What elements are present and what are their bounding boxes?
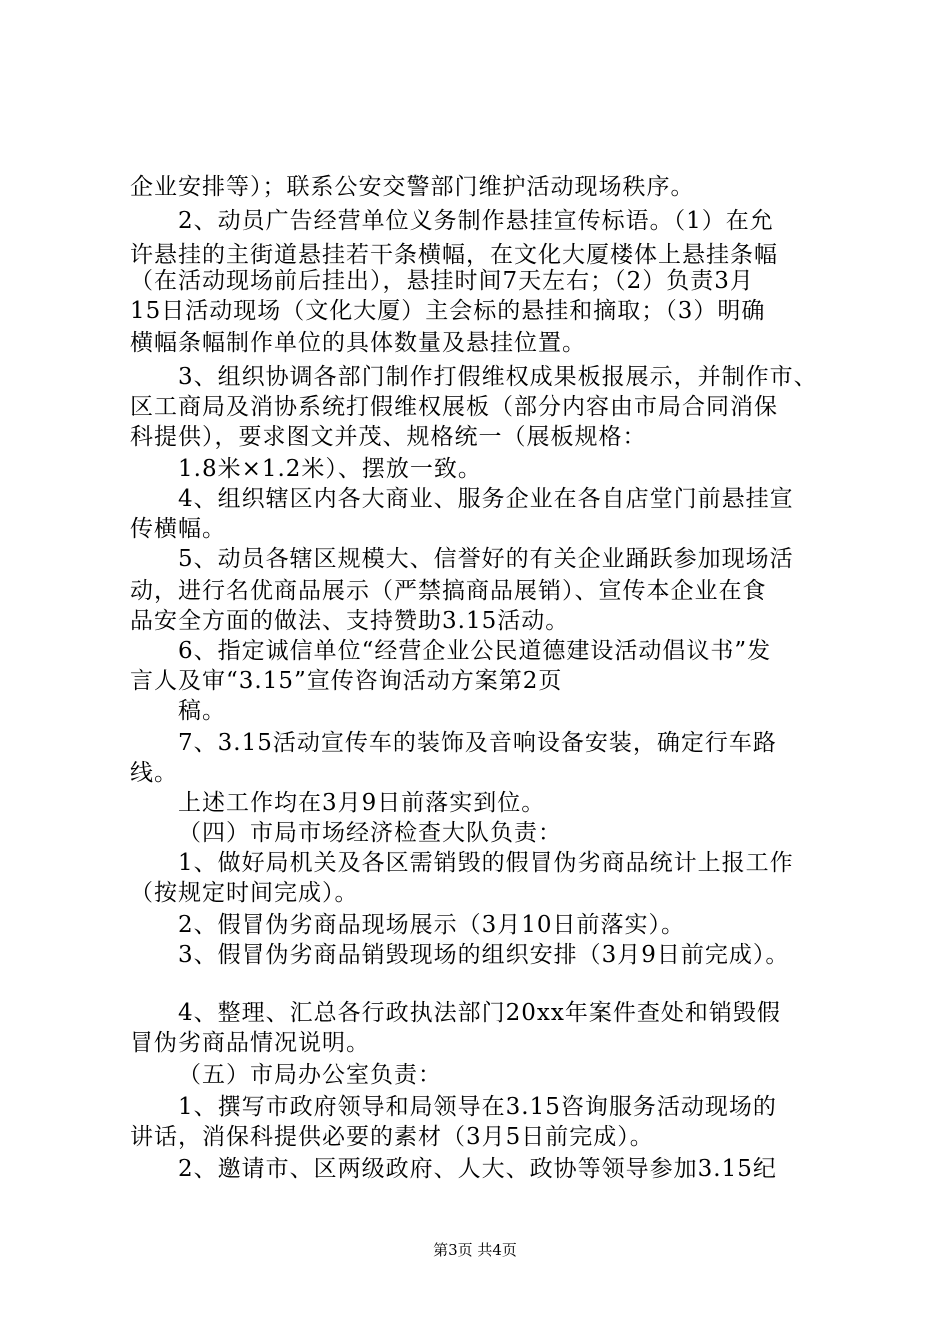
text-line: 上述工作均在3月9日前落实到位。	[178, 790, 546, 816]
text-line: （五）市局办公室负责：	[178, 1062, 442, 1088]
text-line: 横幅条幅制作单位的具体数量及悬挂位置。	[130, 330, 586, 356]
page-footer: 第3页 共4页	[433, 1241, 517, 1259]
text-line: 1、撰写市政府领导和局领导在3.15咨询服务活动现场的	[178, 1094, 777, 1120]
text-line: 品安全方面的做法、支持赞助3.15活动。	[130, 608, 570, 634]
text-line: 15日活动现场（文化大厦）主会标的悬挂和摘取；（3）明确	[130, 298, 766, 324]
text-line: （按规定时间完成）。	[130, 880, 359, 906]
text-line: 4、组织辖区内各大商业、服务企业在各自店堂门前悬挂宣	[178, 486, 794, 512]
text-line: 2、假冒伪劣商品现场展示（3月10日前落实）。	[178, 912, 686, 938]
text-line: 4、整理、汇总各行政执法部门20xx年案件查处和销毁假	[178, 1000, 781, 1026]
text-line: 1.8米×1.2米）、摆放一致。	[178, 456, 482, 482]
text-line: 许悬挂的主街道悬挂若干条横幅，在文化大厦楼体上悬挂条幅	[130, 242, 778, 268]
text-line: 区工商局及消协系统打假维权展板（部分内容由市局合同消保	[130, 394, 778, 420]
text-line: 企业安排等）；联系公安交警部门维护活动现场秩序。	[130, 174, 695, 200]
text-line: 传横幅。	[130, 516, 226, 542]
text-line: 2、邀请市、区两级政府、人大、政协等领导参加3.15纪	[178, 1156, 777, 1182]
text-line: 3、假冒伪劣商品销毁现场的组织安排（3月9日前完成）。	[178, 942, 790, 968]
text-line: 1、做好局机关及各区需销毁的假冒伪劣商品统计上报工作	[178, 850, 794, 876]
text-line: 2、动员广告经营单位义务制作悬挂宣传标语。（1）在允	[178, 208, 774, 234]
text-line: 3、组织协调各部门制作打假维权成果板报展示，并制作市、	[178, 364, 818, 390]
text-line: 7、3.15活动宣传车的装饰及音响设备安装，确定行车路	[178, 730, 777, 756]
text-line: 言人及审“3.15”宣传咨询活动方案第2页	[130, 668, 563, 694]
text-line: （四）市局市场经济检查大队负责：	[178, 820, 562, 846]
text-line: 6、指定诚信单位“经营企业公民道德建设活动倡议书”发	[178, 638, 772, 664]
text-line: 科提供），要求图文并茂、规格统一（展板规格：	[130, 424, 647, 450]
text-line: 冒伪劣商品情况说明。	[130, 1030, 370, 1056]
text-line: 线。	[130, 760, 178, 786]
text-line: 5、动员各辖区规模大、信誉好的有关企业踊跃参加现场活	[178, 546, 794, 572]
text-line: （在活动现场前后挂出），悬挂时间7天左右；（2）负责3月	[130, 268, 754, 294]
text-line: 讲话，消保科提供必要的素材（3月5日前完成）。	[130, 1124, 654, 1150]
text-line: 动，进行名优商品展示（严禁搞商品展销）、宣传本企业在食	[130, 578, 767, 604]
text-line: 稿。	[178, 698, 226, 724]
